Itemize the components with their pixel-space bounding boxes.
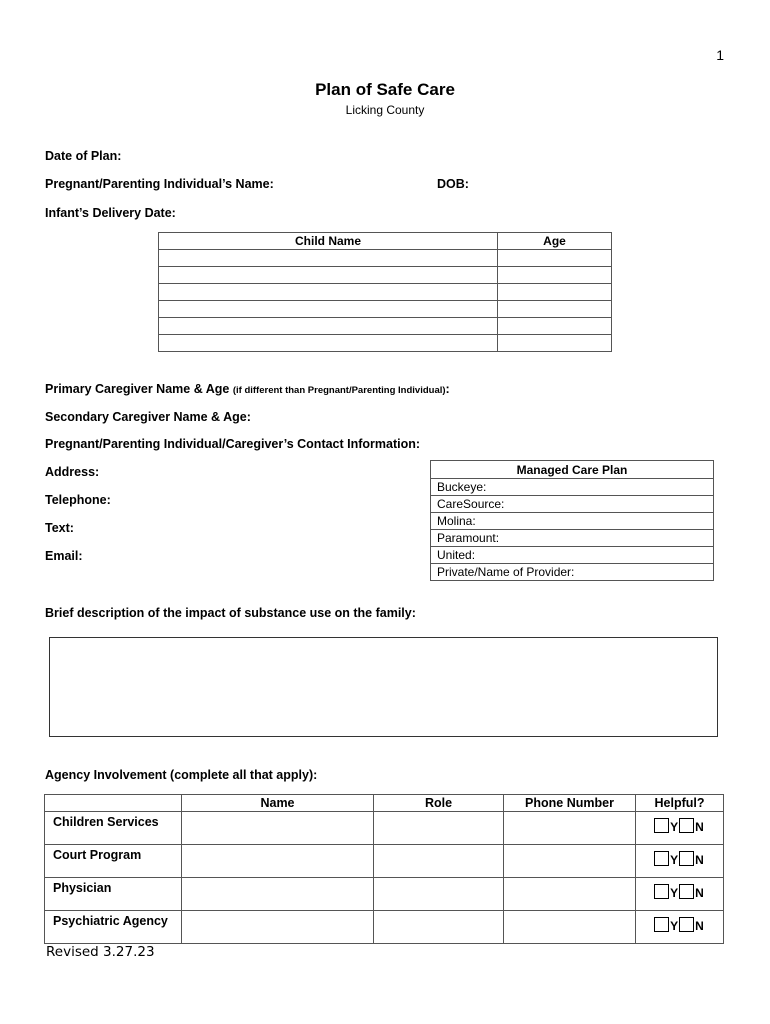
agency-name-cell[interactable] [182, 911, 374, 944]
child-age-cell[interactable] [498, 267, 612, 284]
dob-label: DOB: [437, 177, 469, 191]
agency-phone-cell[interactable] [504, 812, 636, 845]
child-name-cell[interactable] [159, 284, 498, 301]
no-checkbox[interactable] [679, 851, 694, 866]
table-row [159, 318, 612, 335]
date-of-plan-label: Date of Plan: [45, 149, 122, 163]
agency-role-cell[interactable] [374, 911, 504, 944]
page-number: 1 [716, 47, 724, 63]
yes-label: Y [670, 853, 679, 867]
email-label: Email: [45, 549, 83, 563]
table-row [45, 911, 724, 944]
table-row [45, 812, 724, 845]
agency-row-label: Court Program [45, 845, 182, 878]
impact-description-label: Brief description of the impact of substance use on the family: [45, 606, 416, 620]
agency-name-cell[interactable] [182, 845, 374, 878]
agency-role-cell[interactable] [374, 878, 504, 911]
agency-blank-header [45, 795, 182, 812]
agency-name-cell[interactable] [182, 878, 374, 911]
agency-phone-cell[interactable] [504, 878, 636, 911]
address-label: Address: [45, 465, 100, 479]
agency-name-cell[interactable] [182, 812, 374, 845]
yes-label: Y [670, 820, 679, 834]
child-name-cell[interactable] [159, 301, 498, 318]
no-label: N [695, 820, 704, 834]
text-label: Text: [45, 521, 74, 535]
table-row [159, 267, 612, 284]
no-label: N [695, 853, 704, 867]
primary-caregiver-note: (if different than Pregnant/Parenting Individual) [232, 385, 446, 396]
agency-row-label: Psychiatric Agency [45, 911, 182, 944]
secondary-caregiver-label: Secondary Caregiver Name & Age: [45, 410, 251, 424]
agency-table [44, 794, 724, 944]
agency-name-header: Name [182, 795, 374, 812]
no-label: N [695, 919, 704, 933]
child-age-cell[interactable] [498, 318, 612, 335]
helpful-cell [636, 845, 724, 878]
child-name-cell[interactable] [159, 250, 498, 267]
primary-caregiver-label [45, 382, 450, 396]
primary-caregiver-colon: : [445, 382, 450, 396]
managed-care-header: Managed Care Plan [431, 461, 714, 479]
agency-role-header: Role [374, 795, 504, 812]
managed-care-table [430, 460, 714, 581]
yes-checkbox[interactable] [654, 917, 669, 932]
delivery-date-label: Infant’s Delivery Date: [45, 206, 176, 220]
agency-role-cell[interactable] [374, 845, 504, 878]
yes-checkbox[interactable] [654, 851, 669, 866]
managed-care-option[interactable]: Molina: [431, 513, 714, 530]
agency-phone-header: Phone Number [504, 795, 636, 812]
child-table [158, 232, 612, 352]
yes-label: Y [670, 886, 679, 900]
yes-checkbox[interactable] [654, 884, 669, 899]
no-checkbox[interactable] [679, 818, 694, 833]
child-age-cell[interactable] [498, 301, 612, 318]
table-row [159, 301, 612, 318]
managed-care-option[interactable]: Paramount: [431, 530, 714, 547]
yes-label: Y [670, 919, 679, 933]
table-row [45, 878, 724, 911]
revised-date: Revised 3.27.23 [46, 944, 155, 960]
individual-name-label: Pregnant/Parenting Individual’s Name: [45, 177, 274, 191]
child-name-header: Child Name [159, 233, 498, 250]
managed-care-option[interactable]: CareSource: [431, 496, 714, 513]
page-title: Plan of Safe Care [315, 80, 455, 99]
helpful-cell [636, 812, 724, 845]
agency-helpful-header: Helpful? [636, 795, 724, 812]
helpful-cell [636, 911, 724, 944]
yes-checkbox[interactable] [654, 818, 669, 833]
no-checkbox[interactable] [679, 884, 694, 899]
contact-info-label: Pregnant/Parenting Individual/Caregiver’s Contact Information: [45, 437, 421, 451]
helpful-cell [636, 878, 724, 911]
impact-description-box[interactable] [49, 637, 718, 737]
agency-phone-cell[interactable] [504, 911, 636, 944]
table-row [45, 845, 724, 878]
managed-care-option[interactable]: Buckeye: [431, 479, 714, 496]
child-name-cell[interactable] [159, 318, 498, 335]
managed-care-option[interactable]: United: [431, 547, 714, 564]
child-age-cell[interactable] [498, 335, 612, 352]
child-name-cell[interactable] [159, 335, 498, 352]
managed-care-option[interactable]: Private/Name of Provider: [431, 564, 714, 581]
telephone-label: Telephone: [45, 493, 111, 507]
agency-row-label: Physician [45, 878, 182, 911]
table-row [159, 284, 612, 301]
no-checkbox[interactable] [679, 917, 694, 932]
age-header: Age [498, 233, 612, 250]
page-subtitle: Licking County [345, 103, 425, 117]
agency-row-label: Children Services [45, 812, 182, 845]
agency-role-cell[interactable] [374, 812, 504, 845]
primary-caregiver-text: Primary Caregiver Name & Age [45, 382, 230, 396]
child-age-cell[interactable] [498, 284, 612, 301]
child-name-cell[interactable] [159, 267, 498, 284]
agency-phone-cell[interactable] [504, 845, 636, 878]
child-age-cell[interactable] [498, 250, 612, 267]
table-row [159, 335, 612, 352]
agency-involvement-label: Agency Involvement (complete all that apply): [45, 768, 318, 782]
no-label: N [695, 886, 704, 900]
table-row [159, 250, 612, 267]
